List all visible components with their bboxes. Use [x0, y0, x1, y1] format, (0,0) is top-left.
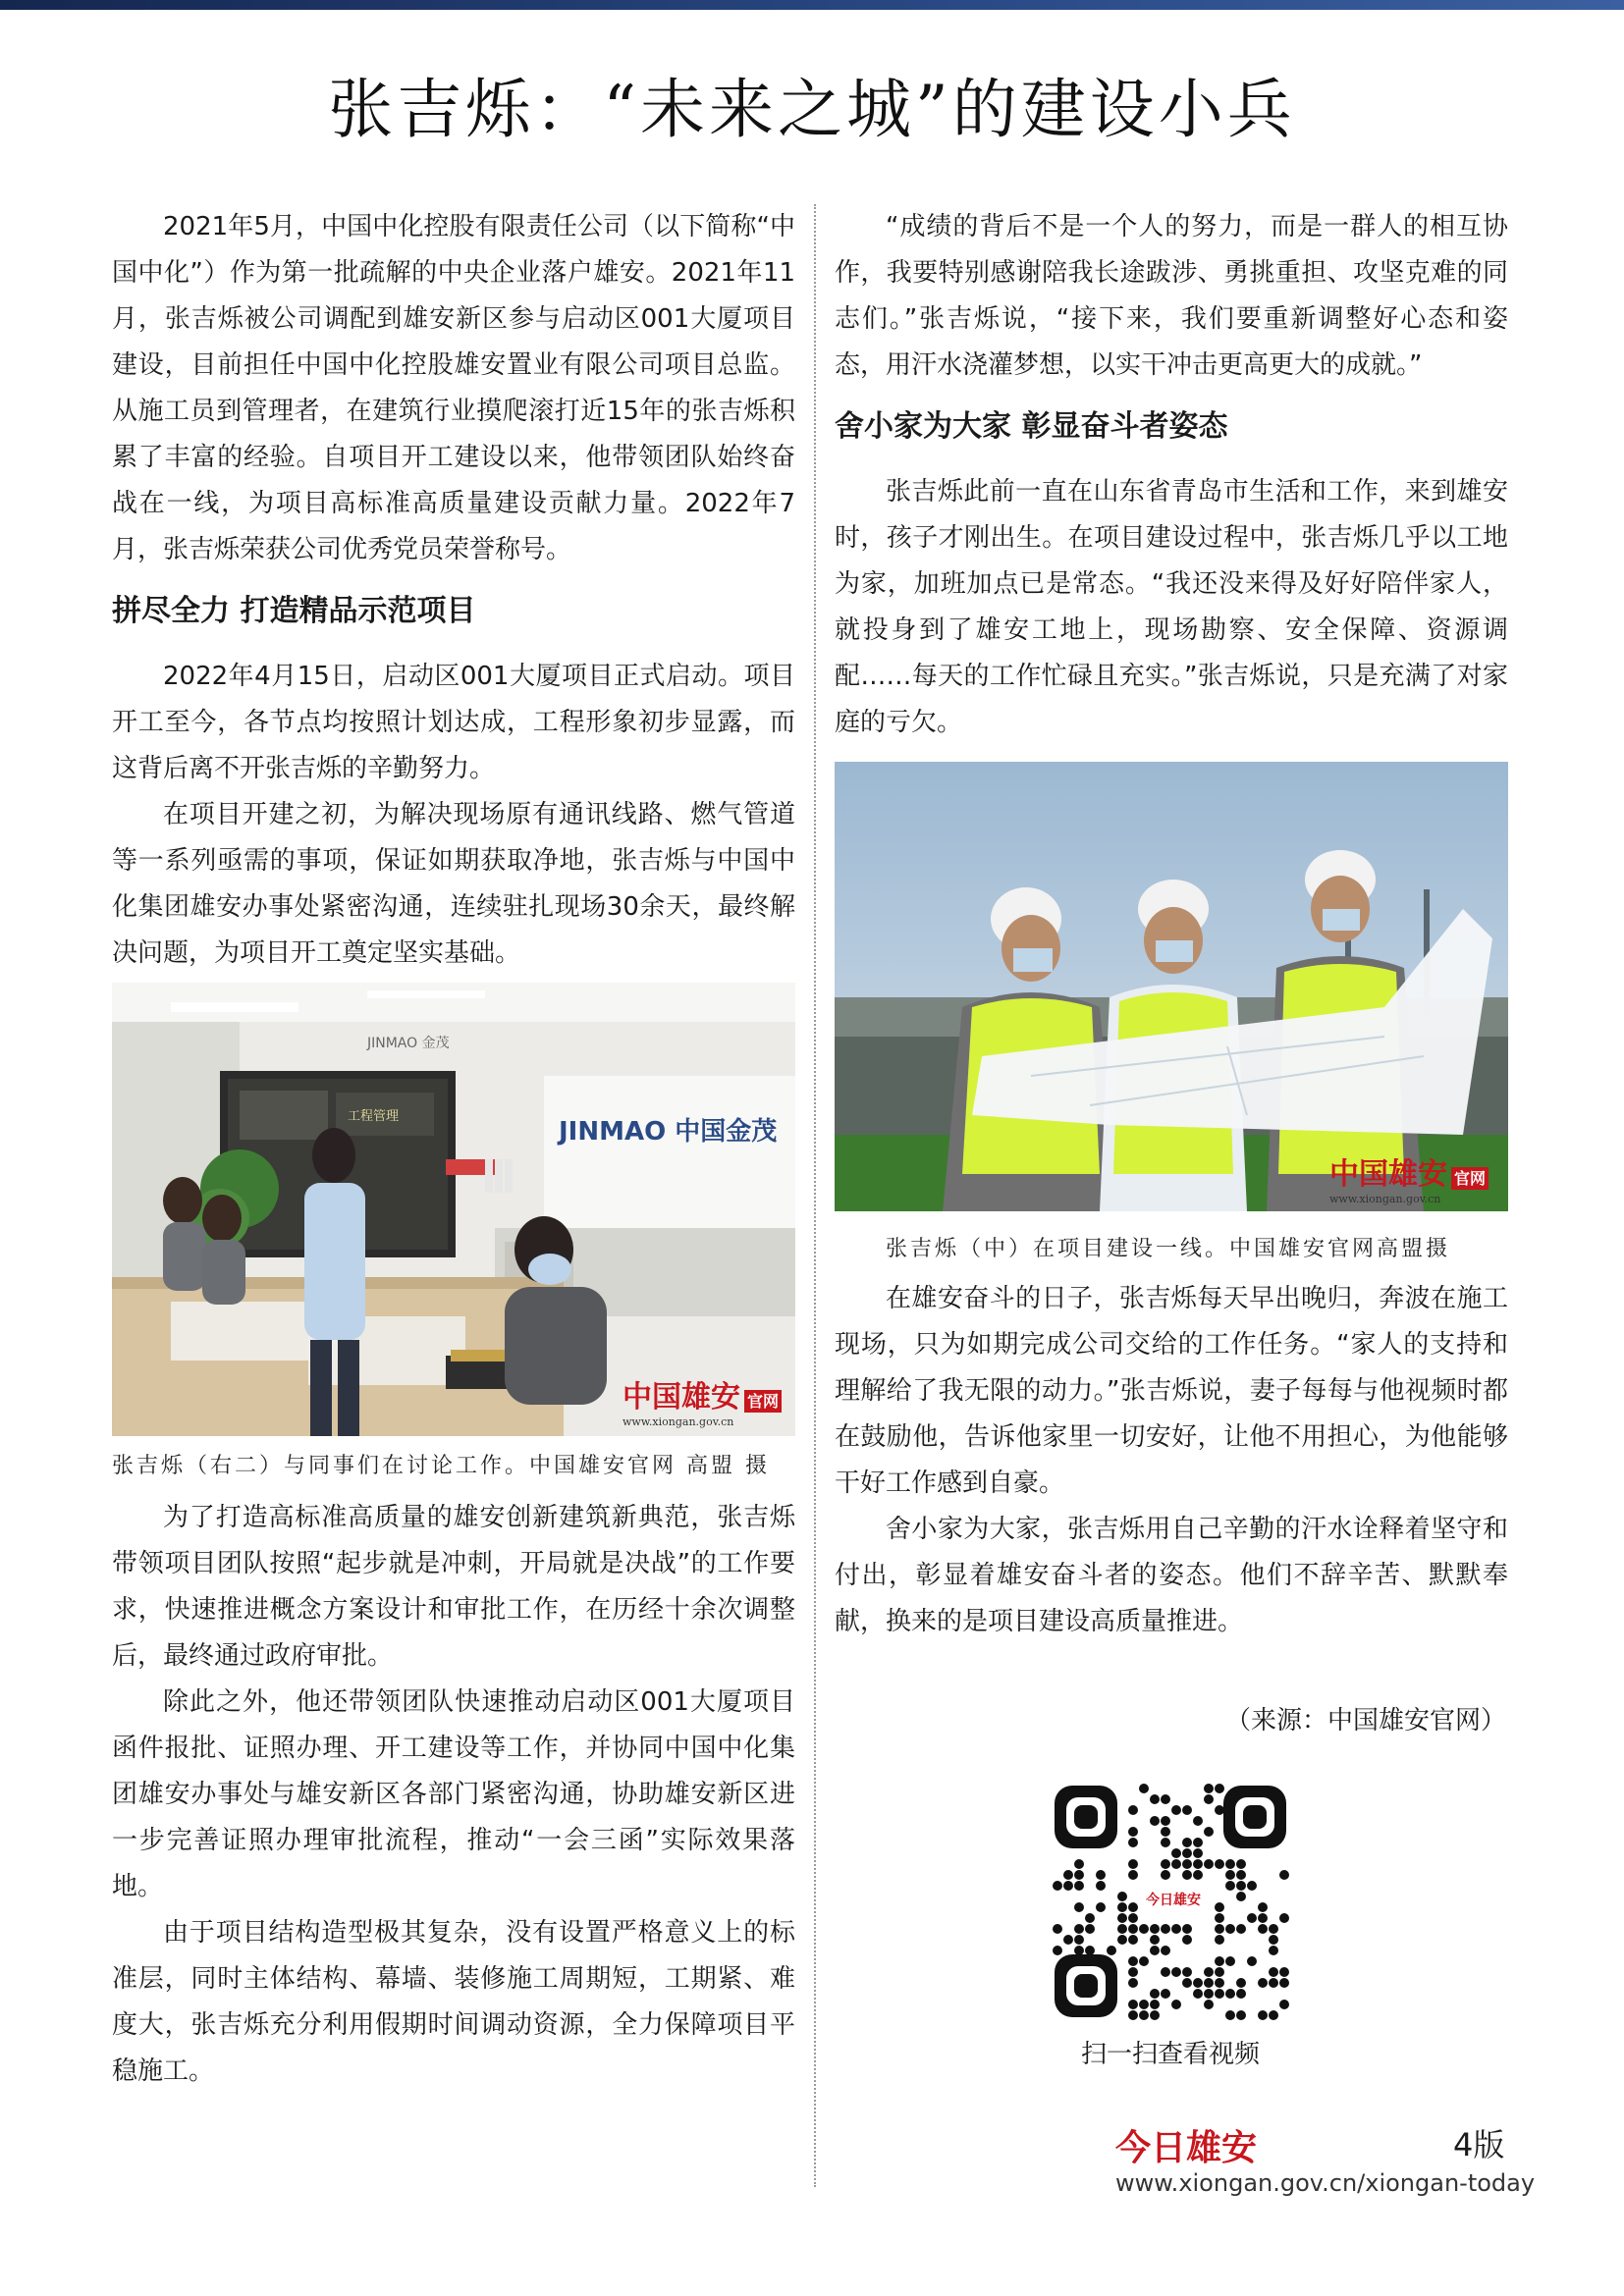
qr-module [1279, 1978, 1289, 1988]
photo-caption-right: 张吉烁（中）在项目建设一线。中国雄安官网高盟摄 [886, 1237, 1451, 1261]
qr-module [1193, 1870, 1203, 1880]
qr-module [1204, 1967, 1214, 1977]
qr-module [1204, 1978, 1214, 1988]
qr-module [1182, 1978, 1192, 1988]
qr-module [1269, 1946, 1278, 1955]
qr-module [1225, 1870, 1235, 1880]
qr-module [1258, 1924, 1268, 1934]
qr-module [1204, 1989, 1214, 1999]
qr-module [1171, 1848, 1181, 1858]
watermark-url-2: www.xiongan.gov.cn [1328, 1193, 1441, 1205]
watermark-name-2: 中国雄安 [1328, 1157, 1447, 1192]
qr-module [1128, 1902, 1138, 1912]
qr-module [1225, 2010, 1235, 2020]
qr-module [1269, 1935, 1278, 1945]
qr-module [1171, 2000, 1181, 2009]
qr-module [1193, 1859, 1203, 1869]
qr-module [1258, 2010, 1268, 2020]
qr-module [1053, 1946, 1062, 1955]
source-credit: （来源：中国雄安官网） [1224, 1706, 1506, 1735]
qr-module [1128, 1967, 1138, 1977]
qr-module [1204, 1784, 1214, 1793]
qr-module [1161, 1816, 1170, 1826]
qr-module [1215, 1978, 1224, 1988]
photo-watermark [623, 1372, 782, 1428]
left-column [112, 204, 795, 2095]
qr-module [1215, 1967, 1224, 1977]
qr-module [1128, 1956, 1138, 1966]
right-paragraph-2: 张吉烁此前一直在山东省青岛市生活和工作，来到雄安时，孩子才刚出生。在项目建设过程中，张吉烁几乎以工地为家，加班加点已是常态。“我还没来得及好好陪伴家人，就投身到了雄安工地上，现场勘察、安全保障、资源调配……每天的工作忙碌且充实。”张吉烁说，只是充满了对家庭的亏欠。 [835, 477, 1508, 737]
qr-module [1279, 1870, 1289, 1880]
qr-module [1171, 1805, 1181, 1815]
qr-module [1161, 1870, 1170, 1880]
qr-module [1085, 1924, 1095, 1934]
page-number: 4版 [1453, 2126, 1505, 2163]
qr-module [1215, 1989, 1224, 1999]
watermark-seal-2: 官网 [1451, 1167, 1489, 1190]
qr-module [1182, 1924, 1192, 1934]
qr-label: 扫一扫查看视频 [1080, 2040, 1260, 2069]
qr-module [1182, 1935, 1192, 1945]
left-paragraph-6: 由于项目结构造型极其复杂，没有设置严格意义上的标准层，同时主体结构、幕墙、装修施工周期短，工期紧、难度大，张吉烁充分利用假期时间调动资源，全力保障项目平稳施工。 [112, 1918, 795, 2086]
right-column [835, 204, 1508, 1645]
qr-module [1107, 1946, 1116, 1955]
photo-caption-left: 张吉烁（右二）与同事们在讨论工作。中国雄安官网 高盟 摄 [112, 1454, 770, 1478]
jinmao-wall-logo: JINMAO 中国金茂 [559, 1117, 778, 1147]
qr-module [1193, 1989, 1203, 1999]
footer-url: www.xiongan.gov.cn/xiongan-today [1115, 2169, 1536, 2197]
construction-site-illustration [835, 762, 1508, 1211]
qr-module [1150, 1816, 1160, 1826]
qr-module [1247, 1956, 1257, 1966]
qr-module [1150, 1989, 1160, 1999]
qr-module [1204, 1827, 1214, 1837]
qr-module [1139, 1956, 1149, 1966]
qr-module [1150, 1924, 1160, 1934]
qr-module [1204, 1794, 1214, 1804]
qr-module [1128, 1859, 1138, 1869]
watermark-seal: 官网 [744, 1390, 782, 1413]
qr-module [1236, 1989, 1246, 1999]
qr-module [1117, 1935, 1127, 1945]
top-banner-bar [0, 0, 1624, 10]
qr-module [1279, 1913, 1289, 1923]
qr-module [1096, 1870, 1106, 1880]
qr-module [1128, 1924, 1138, 1934]
board-text: 工程管理 [348, 1109, 400, 1124]
qr-module [1247, 1881, 1257, 1891]
qr-module [1096, 1881, 1106, 1891]
qr-module [1074, 1859, 1084, 1869]
qr-module [1161, 1827, 1170, 1837]
qr-module [1171, 1859, 1181, 1869]
qr-module [1236, 1978, 1246, 1988]
qr-module [1182, 1870, 1192, 1880]
qr-module [1117, 1892, 1127, 1901]
qr-module [1215, 1913, 1224, 1923]
left-paragraph-5: 除此之外，他还带领团队快速推动启动区001大厦项目函件报批、证照办理、开工建设等工作，并协同中国中化集团雄安办事处与雄安新区各部门紧密沟通，协助雄安新区进一步完善证照办理审批流程，推动“一会三函”实际效果落地。 [112, 1687, 795, 1901]
qr-module [1161, 1794, 1170, 1804]
page-title: 张吉烁：“未来之城”的建设小兵 [328, 72, 1296, 147]
qr-module [1193, 1838, 1203, 1847]
left-paragraph-2: 2022年4月15日，启动区001大厦项目正式启动。项目开工至今，各节点均按照计划达成，工程形象初步显露，而这背后离不开张吉烁的辛勤努力。 [112, 662, 795, 783]
qr-module [1236, 1881, 1246, 1891]
qr-module [1161, 1838, 1170, 1847]
qr-module [1139, 2000, 1149, 2009]
qr-module [1074, 1946, 1084, 1955]
qr-module [1182, 1848, 1192, 1858]
left-subheading: 拼尽全力 打造精品示范项目 [112, 594, 476, 628]
right-subheading: 舍小家为大家 彰显奋斗者姿态 [835, 409, 1228, 444]
jinmao-small-logo: JINMAO 金茂 [367, 1036, 450, 1051]
left-paragraph-3: 在项目开建之初，为解决现场原有通讯线路、燃气管道等一系列亟需的事项，保证如期获取净地，张吉烁与中国中化集团雄安办事处紧密沟通，连续驻扎现场30余天，最终解决问题，为项目开工奠定坚实基础。 [112, 800, 795, 968]
qr-module [1215, 1784, 1224, 1793]
qr-module [1128, 1870, 1138, 1880]
qr-module [1236, 1859, 1246, 1869]
qr-module [1269, 1967, 1278, 1977]
qr-module [1193, 1848, 1203, 1858]
qr-module [1161, 1946, 1170, 1955]
qr-module [1258, 1913, 1268, 1923]
qr-module [1150, 2000, 1160, 2009]
qr-module [1053, 1924, 1062, 1934]
qr-module [1171, 1924, 1181, 1934]
qr-module [1128, 1935, 1138, 1945]
qr-module [1161, 1859, 1170, 1869]
qr-module [1225, 1881, 1235, 1891]
qr-module [1225, 1924, 1235, 1934]
qr-module [1258, 1902, 1268, 1912]
qr-module [1074, 1902, 1084, 1912]
qr-module [1215, 1935, 1224, 1945]
qr-module [1128, 2000, 1138, 2009]
qr-module [1117, 1913, 1127, 1923]
qr-module [1215, 1902, 1224, 1912]
qr-module [1215, 1956, 1224, 1966]
qr-module [1063, 1870, 1073, 1880]
qr-module [1150, 1935, 1160, 1945]
qr-module [1085, 1946, 1095, 1955]
qr-code[interactable] [1051, 1782, 1290, 2025]
qr-module [1150, 2010, 1160, 2020]
qr-module [1161, 1989, 1170, 1999]
left-paragraph-1: 2021年5月，中国中化控股有限责任公司（以下简称“中国中化”）作为第一批疏解的中央企业落户雄安。2021年11月，张吉烁被公司调配到雄安新区参与启动区001大厦项目建设，目前担任中国中化控股雄安置业有限公司项目总监。从施工员到管理者，在建筑行业摸爬滚打近15年的张吉烁积累了丰富的经验。自项目开工建设以来，他带领团队始终奋战在一线，为项目高标准高质量建设贡献力量。2022年7月，张吉烁荣获公司优秀党员荣誉称号。 [112, 212, 795, 564]
qr-module [1139, 2010, 1149, 2020]
qr-module [1247, 1913, 1257, 1923]
left-paragraph-4: 为了打造高标准高质量的雄安创新建筑新典范，张吉烁带领项目团队按照“起步就是冲刺，开局就是决战”的工作要求，快速推进概念方案设计和审批工作，在历经十余次调整后，最终通过政府审批。 [112, 1503, 795, 1671]
qr-module [1117, 1902, 1127, 1912]
photo-watermark-2 [1329, 1149, 1489, 1205]
qr-module [1204, 2000, 1214, 2009]
right-paragraph-3: 在雄安奋斗的日子，张吉烁每天早出晚归，奔波在施工现场，只为如期完成公司交给的工作任务。“家人的支持和理解给了我无限的动力。”张吉烁说，妻子每每与他视频时都在鼓励他，告诉他家里一切安好，让他不用担心，为他能够干好工作感到自豪。 [835, 1284, 1508, 1498]
qr-module [1279, 2000, 1289, 2009]
qr-module [1128, 1838, 1138, 1847]
qr-module [1085, 1913, 1095, 1923]
qr-module [1193, 1978, 1203, 1988]
construction-site-photo [835, 762, 1508, 1211]
office-meeting-illustration [112, 983, 795, 1436]
qr-module [1215, 1805, 1224, 1815]
office-meeting-photo [112, 983, 795, 1436]
qr-module [1161, 1924, 1170, 1934]
right-paragraph-4: 舍小家为大家，张吉烁用自己辛勤的汗水诠释着坚守和付出，彰显着雄安奋斗者的姿态。他们不辞辛苦、默默奉献，换来的是项目建设高质量推进。 [835, 1515, 1508, 1636]
qr-module [1171, 1967, 1181, 1977]
qr-module [1225, 1989, 1235, 1999]
qr-module [1074, 1924, 1084, 1934]
qr-module [1182, 1967, 1192, 1977]
qr-module [1215, 1859, 1224, 1869]
qr-module [1117, 1924, 1127, 1934]
qr-module [1139, 1924, 1149, 1934]
qr-module [1139, 1784, 1149, 1793]
qr-module [1150, 1794, 1160, 1804]
column-divider [814, 204, 816, 2187]
qr-module [1182, 1859, 1192, 1869]
qr-module [1236, 2010, 1246, 2020]
qr-module [1269, 1924, 1278, 1934]
qr-module [1258, 1978, 1268, 1988]
watermark-name: 中国雄安 [622, 1380, 740, 1415]
qr-module [1236, 1892, 1246, 1901]
qr-module [1204, 1859, 1214, 1869]
qr-module [1161, 1967, 1170, 1977]
qr-module [1063, 1935, 1073, 1945]
qr-module [1096, 1902, 1106, 1912]
qr-module [1215, 1924, 1224, 1934]
qr-module [1236, 1924, 1246, 1934]
qr-module [1074, 1870, 1084, 1880]
qr-module [1269, 1978, 1278, 1988]
qr-module [1053, 1881, 1062, 1891]
right-paragraph-1: “成绩的背后不是一个人的努力，而是一群人的相互协作，我要特别感谢陪我长途跋涉、勇挑重担、攻坚克难的同志们。”张吉烁说，“接下来，我们要重新调整好心态和姿态，用汗水浇灌梦想，以实干冲击更高更大的成就。” [835, 212, 1508, 380]
qr-module [1279, 1967, 1289, 1977]
qr-module [1225, 1859, 1235, 1869]
qr-module [1063, 1881, 1073, 1891]
qr-module [1128, 1978, 1138, 1988]
qr-module [1074, 1881, 1084, 1891]
qr-module [1128, 1913, 1138, 1923]
qr-center-logo: 今日雄安 [1146, 1893, 1201, 1908]
qr-module [1236, 1870, 1246, 1880]
qr-module [1128, 1827, 1138, 1837]
qr-module [1182, 1805, 1192, 1815]
qr-module [1225, 1956, 1235, 1966]
qr-module [1128, 2010, 1138, 2020]
qr-module [1150, 1946, 1160, 1955]
qr-module [1182, 1838, 1192, 1847]
qr-module [1269, 2010, 1278, 2020]
qr-module [1128, 1805, 1138, 1815]
qr-module [1074, 1935, 1084, 1945]
qr-module [1193, 1816, 1203, 1826]
watermark-url: www.xiongan.gov.cn [622, 1415, 734, 1428]
footer-logo: 今日雄安 [1115, 2127, 1258, 2168]
